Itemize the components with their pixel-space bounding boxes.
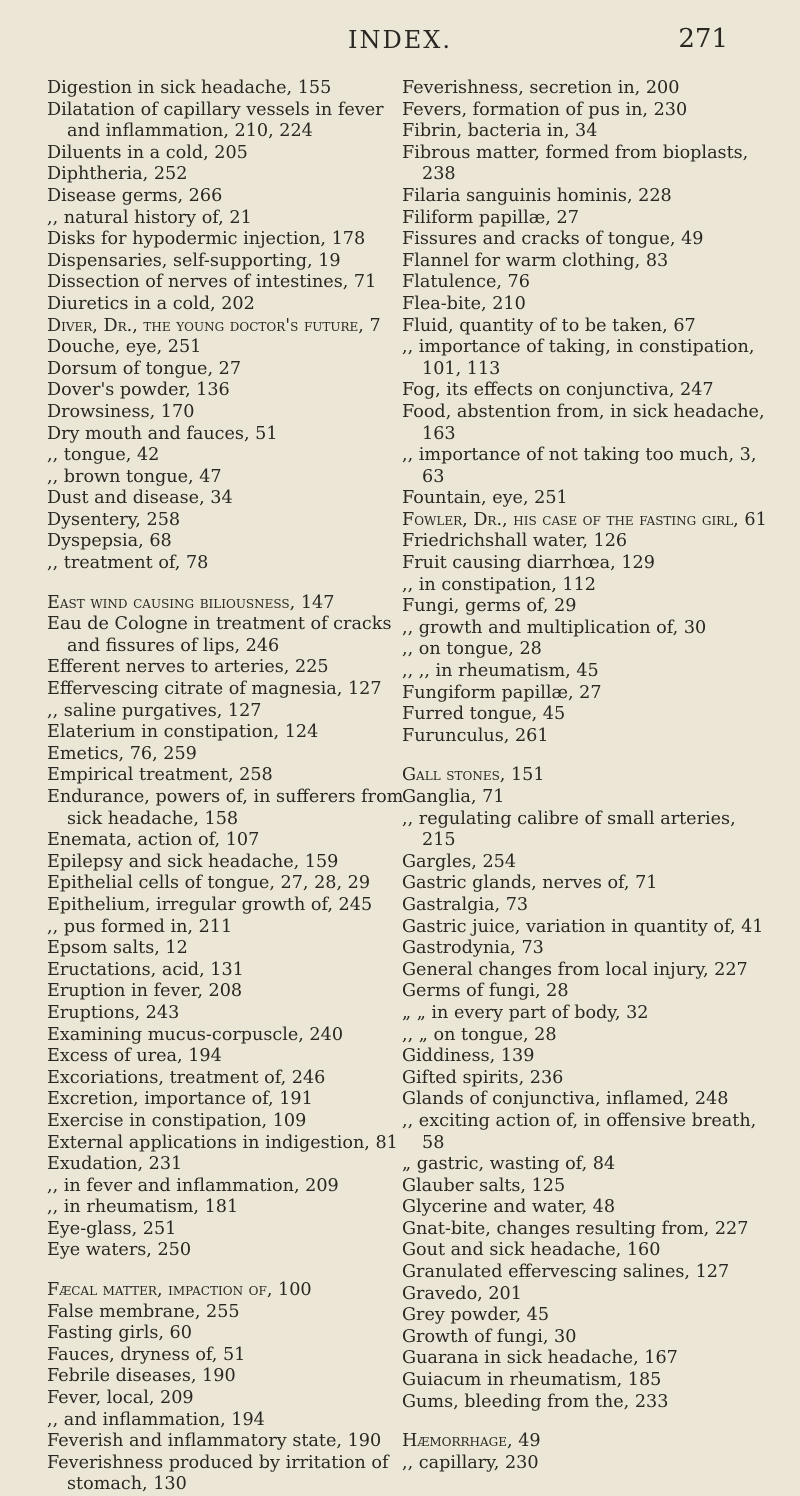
index-entry: „ gastric, wasting of, 84 (402, 1154, 616, 1175)
index-entry: Giddiness, 139 (402, 1046, 535, 1067)
index-entry: Dover's powder, 136 (47, 380, 230, 401)
index-entry: Epithelium, irregular growth of, 245 (47, 894, 373, 915)
index-entry: ,, in fever and inflammation, 209 (47, 1175, 339, 1196)
index-entry: ,, brown tongue, 47 (47, 466, 222, 487)
index-entry: Drowsiness, 170 (47, 401, 195, 422)
index-entry: „ „ in every part of body, 32 (402, 1002, 649, 1023)
index-entry: Hæmorrhage, 49 (402, 1431, 541, 1452)
index-entry: ,, on tongue, 28 (402, 639, 542, 660)
index-entry: Gnat-bite, changes resulting from, 227 (402, 1218, 749, 1239)
index-entry: Examining mucus-corpuscle, 240 (47, 1024, 344, 1045)
index-entry: Disks for hypodermic injection, 178 (47, 229, 366, 250)
index-entry: Effervescing citrate of magnesia, 127 (47, 679, 382, 700)
index-entry: Fountain, eye, 251 (402, 488, 568, 509)
index-entry: Fluid, quantity of to be taken, 67 (402, 315, 696, 336)
index-entry: Ganglia, 71 (402, 787, 505, 807)
index-entry: ,, and inflammation, 194 (47, 1409, 265, 1430)
index-entry: Diluents in a cold, 205 (47, 142, 248, 163)
index-entry: Diver, Dr., the young doctor's future, 7 (47, 315, 381, 336)
index-entry: Feverish and inflammatory state, 190 (47, 1431, 382, 1452)
index-entry: ,, regulating calibre of small arteries, 215 (402, 808, 736, 851)
index-entry: Gargles, 254 (402, 851, 517, 872)
index-entry: Feverishness produced by irritation of stomach, 130 (47, 1452, 389, 1495)
index-entry: Feverishness, secretion in, 200 (402, 78, 680, 98)
index-entry: Filaria sanguinis hominis, 228 (402, 185, 672, 206)
index-entry: ,, saline purgatives, 127 (47, 700, 262, 721)
index-entry: ,, pus formed in, 211 (47, 916, 233, 937)
page-header (0, 18, 800, 66)
index-entry: ,, exciting action of, in offensive breath, 58 (402, 1110, 757, 1153)
index-entry: Eructations, acid, 131 (47, 959, 244, 980)
index-entry: Guarana in sick headache, 167 (402, 1348, 678, 1369)
index-entry: Dilatation of capillary vessels in fever and inflammation, 210, 224 (47, 99, 384, 142)
index-column-left (47, 78, 407, 1496)
index-entry: Eye-glass, 251 (47, 1218, 177, 1239)
index-entry: Empirical treatment, 258 (47, 765, 273, 786)
index-entry: Fruit causing diarrhœa, 129 (402, 553, 655, 574)
index-entry: Gastric glands, nerves of, 71 (402, 873, 658, 894)
index-entry: ,, natural history of, 21 (47, 207, 252, 228)
index-entry: Fowler, Dr., his case of the fasting girl, 61 (402, 509, 767, 530)
index-entry: Glauber salts, 125 (402, 1175, 566, 1196)
index-entry: Grey powder, 45 (402, 1305, 550, 1326)
index-entry: Dissection of nerves of intestines, 71 (47, 272, 377, 293)
index-entry: Fungi, germs of, 29 (402, 596, 577, 617)
index-entry: Gastralgia, 73 (402, 894, 529, 915)
index-entry: Disease germs, 266 (47, 185, 223, 206)
index-entry: ,, tongue, 42 (47, 445, 160, 466)
index-entry: Eye waters, 250 (47, 1240, 192, 1261)
index-entry: Fasting girls, 60 (47, 1323, 192, 1344)
index-entry: Fauces, dryness of, 51 (47, 1344, 246, 1365)
index-entry: Febrile diseases, 190 (47, 1366, 236, 1387)
index-entry: Glycerine and water, 48 (402, 1197, 616, 1218)
index-entry: ,, importance of taking, in constipation, 101, 113 (402, 337, 755, 379)
index-entry: Gifted spirits, 236 (402, 1067, 564, 1088)
index-entry: General changes from local injury, 227 (402, 959, 748, 980)
index-entry: Granulated effervescing salines, 127 (402, 1262, 730, 1283)
index-entry: Food, abstention from, in sick headache, 163 (402, 401, 765, 444)
index-entry: Excess of urea, 194 (47, 1046, 222, 1067)
index-entry: Douche, eye, 251 (47, 337, 202, 358)
index-entry: Gravedo, 201 (402, 1283, 522, 1304)
index-entry: Epilepsy and sick headache, 159 (47, 851, 339, 872)
index-entry: Flea-bite, 210 (402, 293, 526, 314)
index-entry: Gout and sick headache, 160 (402, 1240, 661, 1261)
index-entry: Guiacum in rheumatism, 185 (402, 1370, 662, 1391)
index-entry: Gums, bleeding from the, 233 (402, 1391, 669, 1412)
index-entry: Elaterium in constipation, 124 (47, 722, 319, 743)
index-entry: Filiform papillæ, 27 (402, 207, 579, 228)
index-entry: Epsom salts, 12 (47, 938, 188, 959)
index-entry: Fever, local, 209 (47, 1388, 194, 1409)
index-entry: Germs of fungi, 28 (402, 981, 569, 1002)
index-entry: Glands of conjunctiva, inflamed, 248 (402, 1089, 729, 1110)
index-entry: Emetics, 76, 259 (47, 743, 197, 764)
index-entry: ,, treatment of, 78 (47, 553, 209, 574)
index-entry: Fevers, formation of pus in, 230 (402, 99, 688, 120)
index-entry: Epithelial cells of tongue, 27, 28, 29 (47, 873, 371, 894)
index-entry: Excretion, importance of, 191 (47, 1089, 313, 1110)
index-entry: ,, in rheumatism, 181 (47, 1197, 239, 1218)
index-entry: Dry mouth and fauces, 51 (47, 423, 278, 444)
index-entry: ,, ,, in rheumatism, 45 (402, 661, 599, 682)
index-entry: Enemata, action of, 107 (47, 830, 260, 851)
page-number: 271 (678, 24, 728, 54)
index-entry: Eau de Cologne in treatment of cracks and fissures of lips, 246 (47, 614, 392, 656)
index-entry: Flatulence, 76 (402, 272, 530, 293)
index-entry: Flannel for warm clothing, 83 (402, 250, 669, 271)
index-entry: Dyspepsia, 68 (47, 531, 172, 552)
index-entry: Fibrin, bacteria in, 34 (402, 121, 598, 142)
index-entry: ,, „ on tongue, 28 (402, 1024, 557, 1045)
index-entry: East wind causing biliousness, 147 (47, 592, 335, 613)
index-entry: ,, importance of not taking too much, 3, 63 (402, 445, 757, 487)
index-entry: Growth of fungi, 30 (402, 1326, 577, 1347)
index-entry: Furunculus, 261 (402, 725, 549, 746)
index-entry: Diphtheria, 252 (47, 164, 188, 185)
index-entry: Exercise in constipation, 109 (47, 1110, 307, 1131)
index-entry: ,, in constipation, 112 (402, 574, 596, 595)
index-column-right (402, 78, 774, 1474)
index-entry: Gastrodynia, 73 (402, 938, 544, 959)
index-entry: Exudation, 231 (47, 1154, 183, 1175)
index-entry: Fissures and cracks of tongue, 49 (402, 229, 704, 250)
index-entry: Dorsum of tongue, 27 (47, 358, 242, 379)
index-entry: Dispensaries, self-supporting, 19 (47, 250, 341, 271)
index-entry: External applications in indigestion, 81 (47, 1132, 398, 1153)
index-entry: Dust and disease, 34 (47, 488, 233, 509)
index-entry: Eruptions, 243 (47, 1002, 180, 1023)
index-entry: Endurance, powers of, in sufferers from sick headache, 158 (47, 787, 404, 829)
index-entry: ,, growth and multiplication of, 30 (402, 617, 707, 638)
running-title: INDEX. (348, 26, 452, 54)
index-entry: Diuretics in a cold, 202 (47, 293, 255, 314)
index-entry: Digestion in sick headache, 155 (47, 78, 332, 98)
index-entry: Fæcal matter, impaction of, 100 (47, 1280, 312, 1301)
index-entry: ,, capillary, 230 (402, 1452, 539, 1473)
index-entry: Eruption in fever, 208 (47, 981, 243, 1002)
index-entry: Fungiform papillæ, 27 (402, 682, 602, 703)
index-entry: Friedrichshall water, 126 (402, 531, 628, 552)
index-entry: Gastric juice, variation in quantity of, 41 (402, 916, 764, 937)
index-entry: Dysentery, 258 (47, 509, 181, 530)
index-entry: Excoriations, treatment of, 246 (47, 1067, 326, 1088)
index-entry: Furred tongue, 45 (402, 704, 566, 725)
index-entry: Fibrous matter, formed from bioplasts, 238 (402, 142, 749, 185)
index-entry: Fog, its effects on conjunctiva, 247 (402, 380, 714, 401)
index-entry: Gall stones, 151 (402, 765, 545, 786)
index-entry: Efferent nerves to arteries, 225 (47, 657, 329, 678)
index-entry: False membrane, 255 (47, 1301, 240, 1322)
